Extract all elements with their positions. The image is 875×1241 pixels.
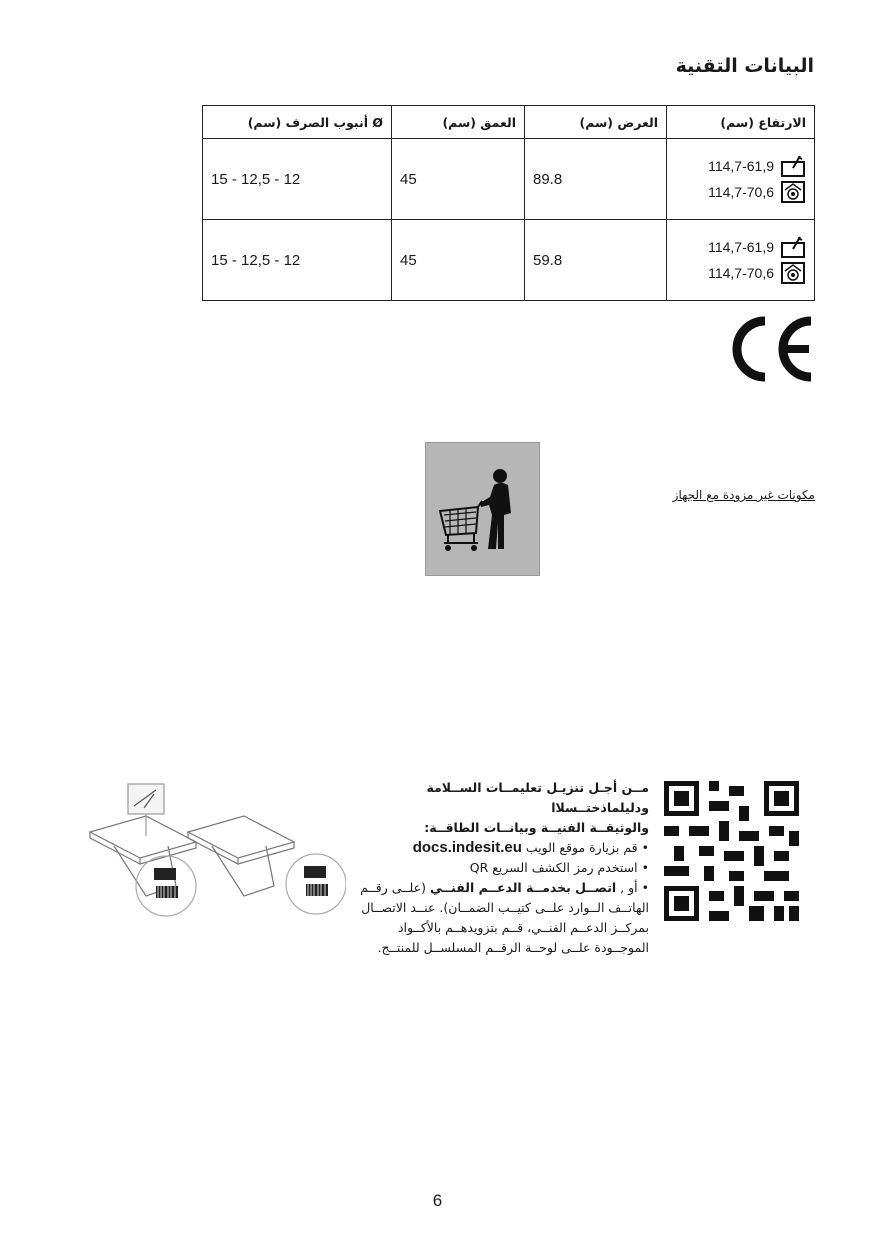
shopping-cart-pictogram [425,442,540,576]
depth-value: 45 [392,220,525,301]
header-width: العرض (سم) [525,106,667,139]
table-row [203,220,815,301]
height-line-recirc [675,179,806,205]
page-title: البيانات التقنية [675,55,814,77]
table-header-row [203,106,815,139]
width-value: 89.8 [525,139,667,220]
pipe-value: 12 - 12,5 - 15 [203,139,392,220]
bullet-contact: • أو , اتصــل بخدمــة الدعــم الفنــي (علــى رقــم الهاتــف الــوارد علــى كتيــب الضمــان). عنــد الاتصــال بمركــز الدعــم الفنــي، قــم بتزويدهــم بالأكــواد الموجــودة علــى لوحــة الرقــم المسلســل للمنتــج. [360,880,649,955]
page-number: 6 [432,1191,443,1210]
height-line-chimney [675,234,806,260]
table-row [203,139,815,220]
header-pipe: Ø أنبوب الصرف (سم) [203,106,392,139]
bullet-visit-website: • قم بزيارة موقع الويب docs.indesit.eu [412,839,649,856]
pipe-value: 12 - 12,5 - 15 [203,220,392,301]
height-line-chimney [675,153,806,179]
height-line-recirc [675,260,806,286]
chimney-outlet-icon [780,235,806,259]
height-cell [667,220,815,301]
rating-plate-location-illustration [84,776,346,918]
bullet-qr: • استخدم رمز الكشف السريع QR [469,860,649,875]
ce-mark-icon [725,315,817,383]
header-height: الارتفاع (سم) [667,106,815,139]
height-value-recirc: 114,7-70,6 [708,265,774,281]
header-depth: العمق (سم) [392,106,525,139]
depth-value: 45 [392,139,525,220]
height-value-chimney: 114,7-61,9 [708,158,774,174]
qr-code-icon [664,781,799,921]
height-cell [667,139,815,220]
website-link[interactable]: docs.indesit.eu [412,839,522,856]
recirculation-mode-icon [780,180,806,204]
instructions-heading: مــن أجـل تنزيـل تعليمــات الســلامة ودليلماذختــسلاا والوثيقــة الفنيــة وبيانــات الطاقــة: [424,780,649,835]
chimney-outlet-icon [780,154,806,178]
width-value: 59.8 [525,220,667,301]
height-value-recirc: 114,7-70,6 [708,184,774,200]
download-instructions [349,778,649,958]
height-value-chimney: 114,7-61,9 [708,239,774,255]
not-included-label: مكونات غير مزودة مع الجهاز [672,488,815,502]
technical-data-table [202,105,815,301]
recirculation-mode-icon [780,261,806,285]
shopping-cart-person-icon [426,443,539,575]
